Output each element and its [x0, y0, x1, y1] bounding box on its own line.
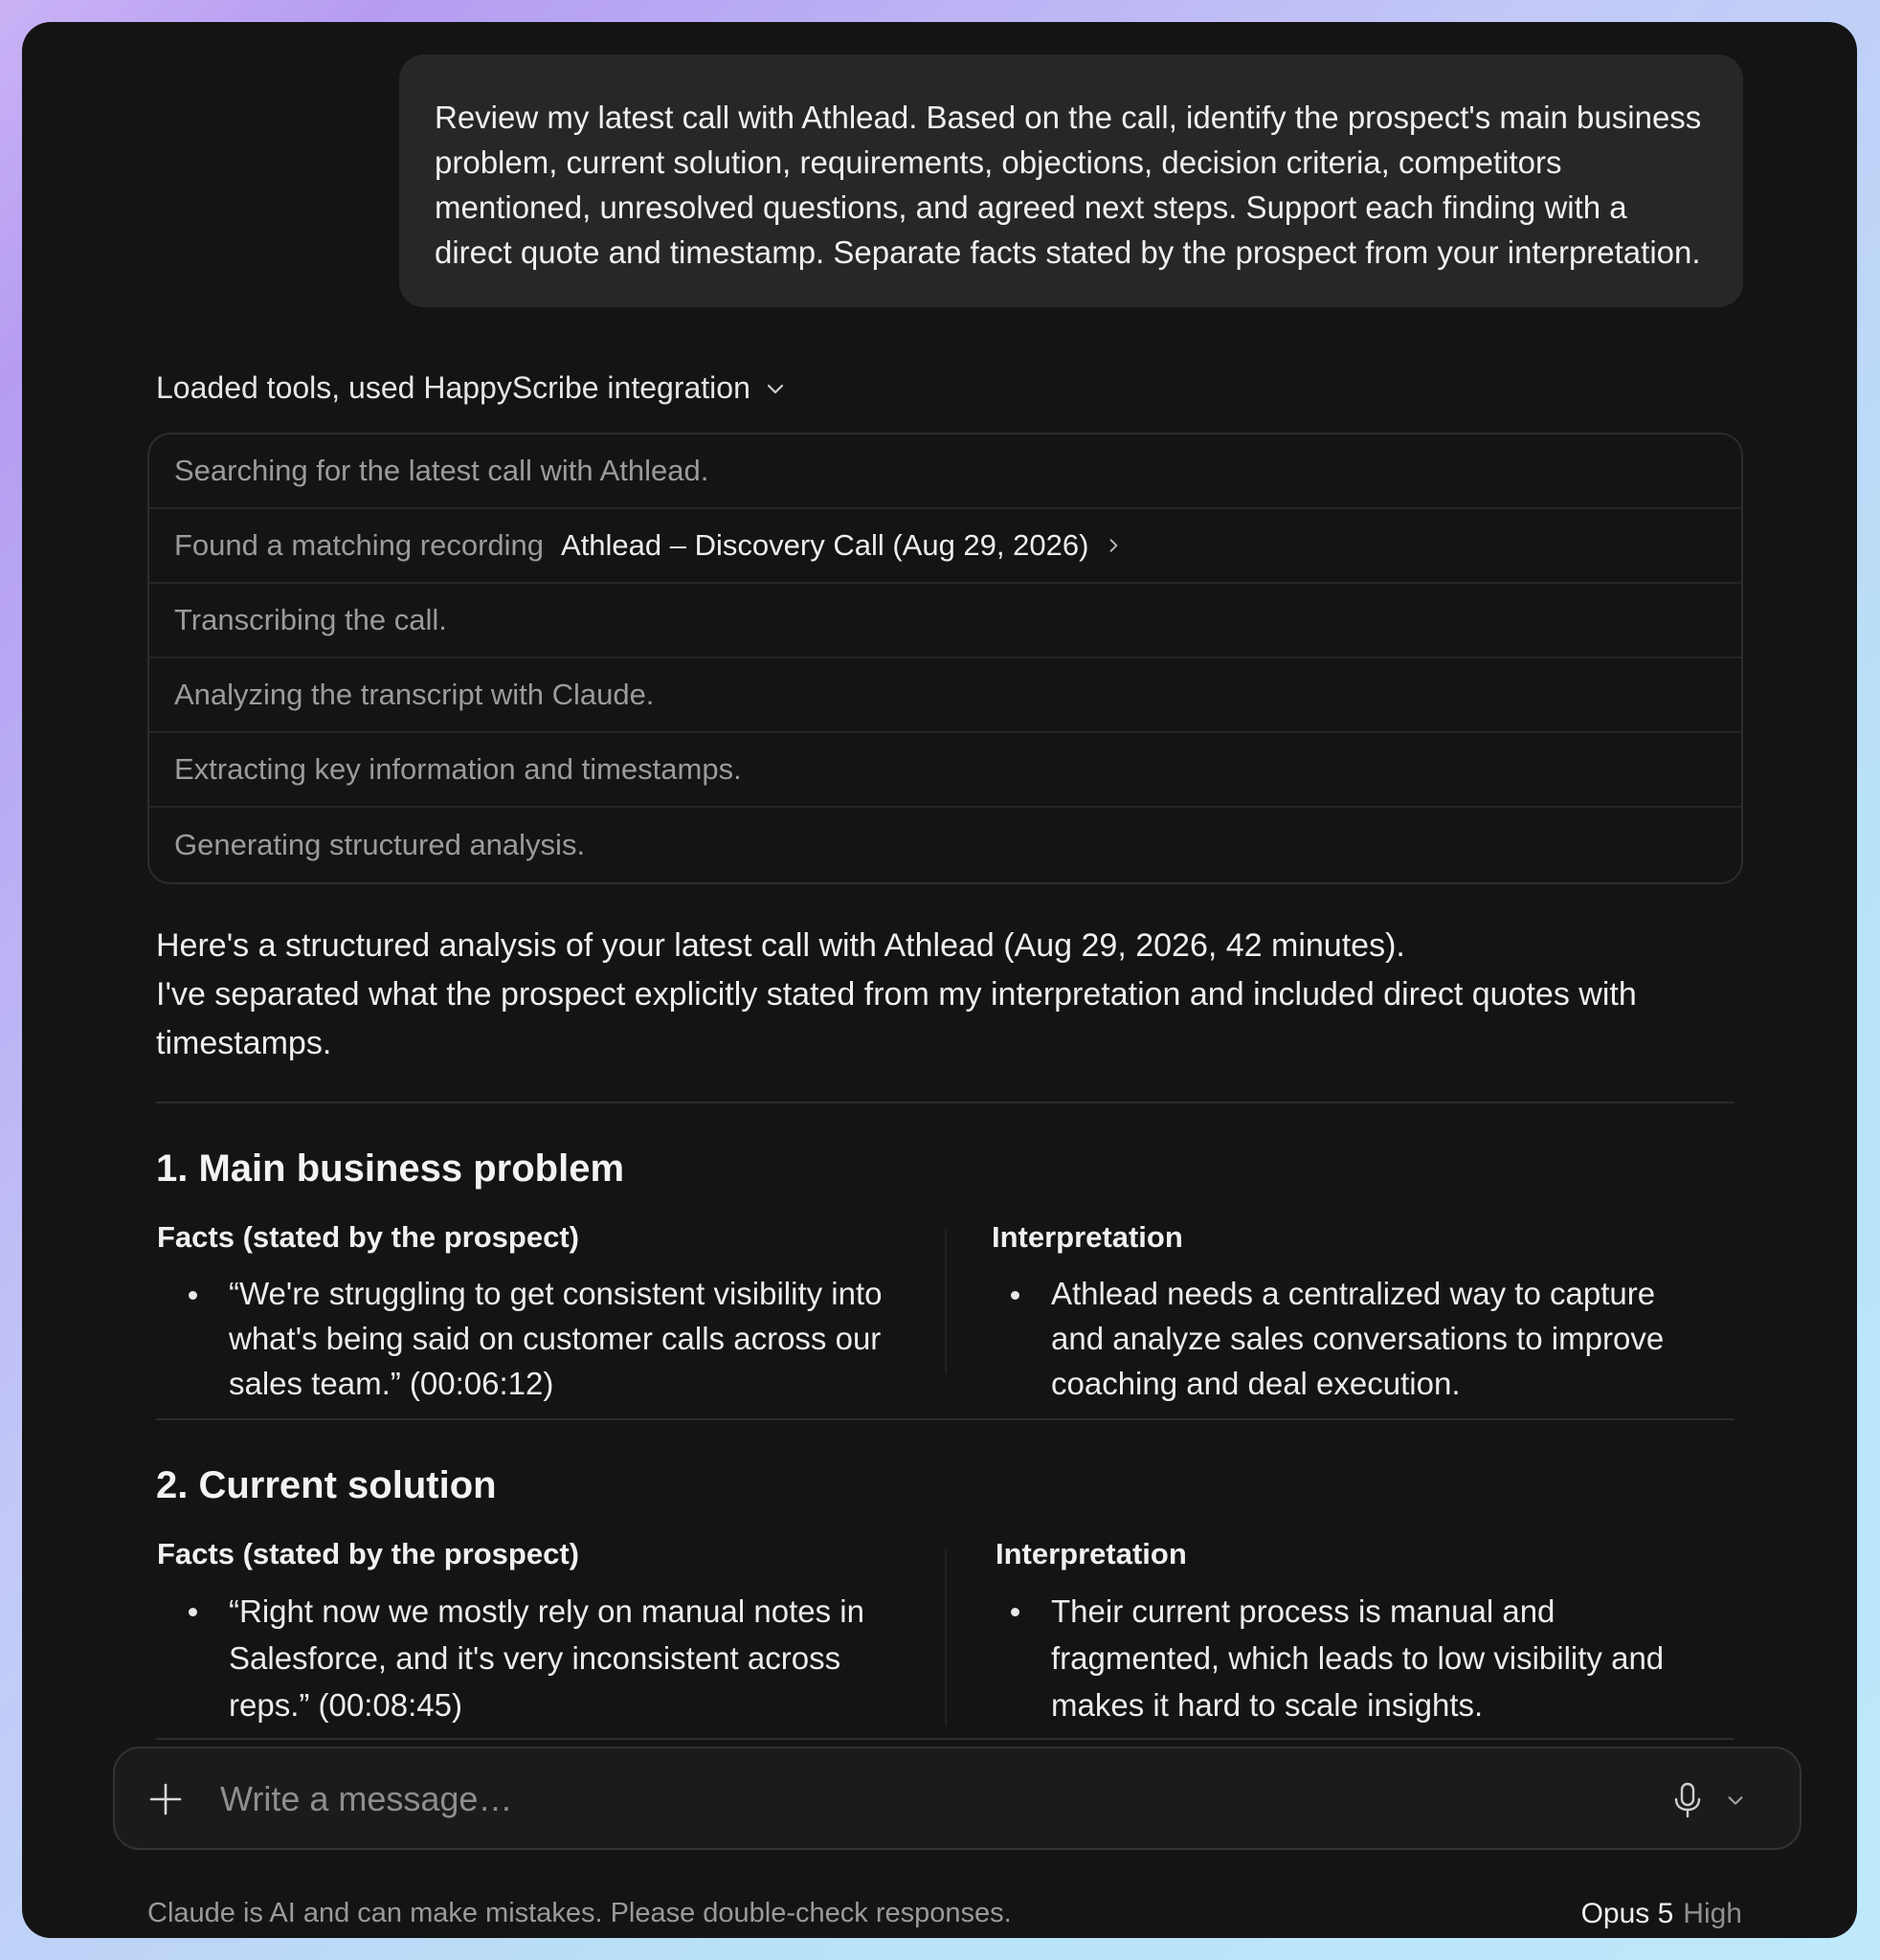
model-name: Opus 5 — [1580, 1898, 1674, 1929]
tool-step-text: Transcribing the call. — [174, 603, 447, 636]
tool-steps-list — [147, 433, 1743, 884]
tool-step-text: Found a matching recording — [174, 528, 545, 562]
tools-toggle[interactable] — [156, 370, 787, 406]
tool-step — [149, 434, 1741, 509]
interpretation-heading: Interpretation — [992, 1220, 1183, 1254]
tool-step-text: Extracting key information and timestamps. — [174, 752, 742, 786]
tool-step — [149, 658, 1741, 733]
facts-heading: Facts (stated by the prospect) — [157, 1220, 579, 1254]
tool-step — [149, 733, 1741, 808]
section-title: 2. Current solution — [156, 1464, 497, 1506]
facts-heading: Facts (stated by the prospect) — [157, 1537, 579, 1570]
fact-bullet: “Right now we mostly rely on manual notes in Salesforce, and it's very inconsistent across reps.” (00:08:45) — [157, 1588, 904, 1728]
message-input[interactable] — [220, 1770, 1637, 1829]
column-separator — [945, 1230, 947, 1373]
tool-step-text: Analyzing the transcript with Claude. — [174, 678, 655, 711]
intro-line-2: I've separated what the prospect explicitly stated from my interpretation and included direct quotes with timestamps. — [156, 976, 1637, 1061]
tool-step-text: Searching for the latest call with Athlead. — [174, 454, 709, 487]
chat-window — [22, 22, 1857, 1938]
tools-header-label: Loaded tools, used HappyScribe integration — [156, 370, 750, 405]
recording-link-label: Athlead – Discovery Call (Aug 29, 2026) — [561, 528, 1089, 562]
chevron-right-icon — [1104, 536, 1123, 555]
interpretation-bullet: Their current process is manual and fragmented, which leads to low visibility and makes it hard to scale insights. — [979, 1588, 1688, 1728]
fact-bullet: “We're struggling to get consistent visibility into what's being said on customer calls across our sales team.” (00:06:12) — [157, 1271, 904, 1406]
tool-step — [149, 509, 1741, 584]
disclaimer: Claude is AI and can make mistakes. Please double-check responses. — [147, 1898, 1012, 1928]
message-composer — [113, 1747, 1802, 1850]
chevron-down-icon[interactable] — [1725, 1790, 1746, 1811]
interpretation-bullet: Athlead needs a centralized way to capture and analyze sales conversations to improve coaching and deal execution. — [979, 1271, 1707, 1406]
interpretation-heading: Interpretation — [996, 1537, 1187, 1570]
tool-step — [149, 584, 1741, 658]
recording-link[interactable] — [561, 528, 1123, 563]
tool-step — [149, 808, 1741, 882]
plus-icon[interactable] — [147, 1781, 184, 1817]
divider — [156, 1418, 1735, 1420]
divider — [156, 1738, 1735, 1740]
section-title: 1. Main business problem — [156, 1147, 625, 1190]
user-message: Review my latest call with Athlead. Based on the call, identify the prospect's main business problem, current solution, requirements, objections, decision criteria, competitors mentioned, unresolved questions, and agreed next steps. Support each finding with a direct quote and timestamp. Separate facts stated by the prospect from your interpretation. — [399, 55, 1743, 307]
response-intro — [156, 922, 1735, 1068]
column-separator — [945, 1548, 947, 1726]
divider — [156, 1102, 1735, 1103]
effort-level: High — [1683, 1898, 1742, 1929]
tool-step-text: Generating structured analysis. — [174, 828, 586, 861]
microphone-icon[interactable] — [1671, 1781, 1704, 1819]
intro-line-1: Here's a structured analysis of your latest call with Athlead (Aug 29, 2026, 42 minutes). — [156, 927, 1405, 964]
chevron-down-icon — [764, 377, 787, 400]
model-selector[interactable] — [1581, 1898, 1742, 1930]
